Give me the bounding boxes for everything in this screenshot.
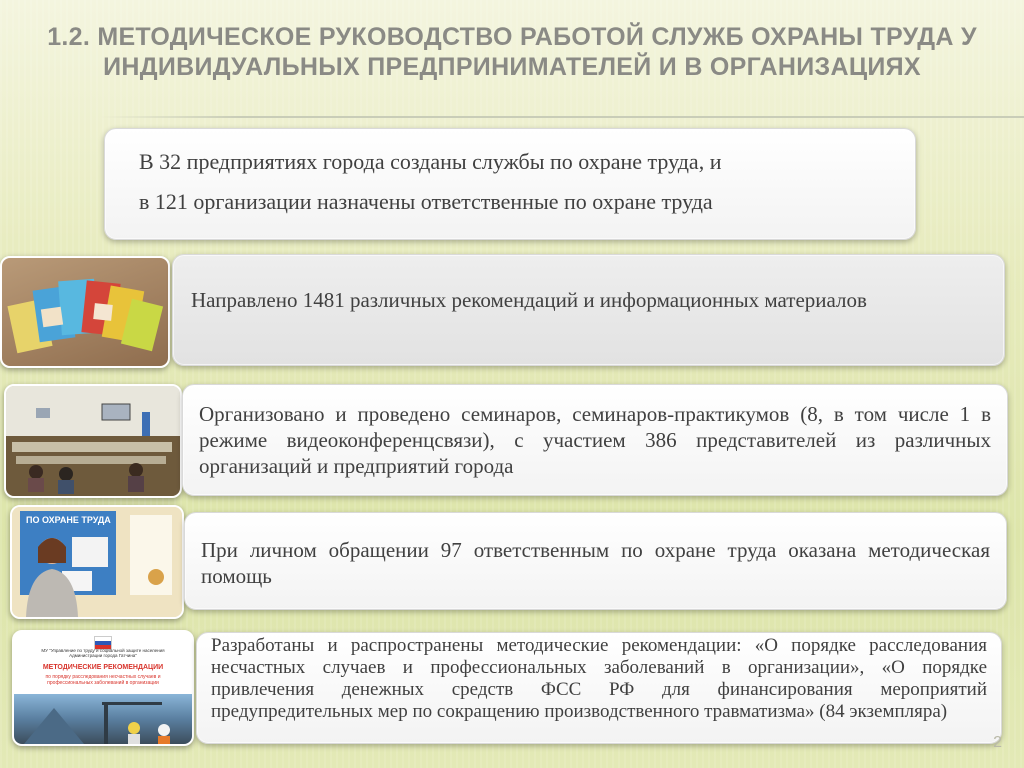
- seminar-photo: [4, 384, 182, 498]
- item-text-3: При личном обращении 97 ответственным по охране труда оказана методическая помощь: [201, 538, 990, 588]
- item-box-1: [172, 254, 1005, 366]
- page-number: 2: [993, 734, 1002, 751]
- item-box-4: [196, 632, 1002, 744]
- item-text-1: Направлено 1481 различных рекомендаций и информационных материалов: [191, 288, 867, 312]
- doc-header: МУ "Управление по труду и социальной защите населения Администрации города Гатчина": [41, 648, 165, 658]
- doc-title: МЕТОДИЧЕСКИЕ РЕКОМЕНДАЦИИ: [42, 664, 164, 671]
- consultation-photo: [10, 505, 184, 619]
- item-text-4: Разработаны и распространены методические рекомендации: «О порядке расследования несчастных случаев и профессиональных заболеваний в организации», «О порядке привлечения денежных средств ФСС РФ для финансирования мероприятий предупредительных мер по сокращению производственного травматизма» (84 экземпляра): [211, 635, 987, 722]
- brochures-photo: [0, 256, 170, 368]
- intro-line-2: в 121 организации назначены ответственные по охране труда: [139, 189, 713, 214]
- intro-box: [104, 128, 916, 240]
- item-box-3: [184, 512, 1007, 610]
- slide-title: 1.2. МЕТОДИЧЕСКОЕ РУКОВОДСТВО РАБОТОЙ СЛУЖБ ОХРАНЫ ТРУДА У ИНДИВИДУАЛЬНЫХ ПРЕДПРИНИМАТЕЛЕЙ И В ОРГАНИЗАЦИЯХ: [47, 23, 977, 81]
- title-divider: [100, 116, 1024, 118]
- item-text-2: Организовано и проведено семинаров, семинаров-практикумов (8, в том числе 1 в режиме видеоконференцсвязи), с участием 386 представителей из различных организаций и предприятий города: [199, 402, 991, 478]
- item-box-2: [182, 384, 1008, 496]
- intro-line-1: В 32 предприятиях города созданы службы по охране труда, и: [139, 149, 722, 174]
- document-cover: [12, 630, 194, 746]
- poster-text: ПО ОХРАНЕ ТРУДА: [26, 515, 111, 525]
- doc-subtitle: по порядку расследования несчастных случаев и профессиональных заболеваний в организации: [45, 674, 161, 686]
